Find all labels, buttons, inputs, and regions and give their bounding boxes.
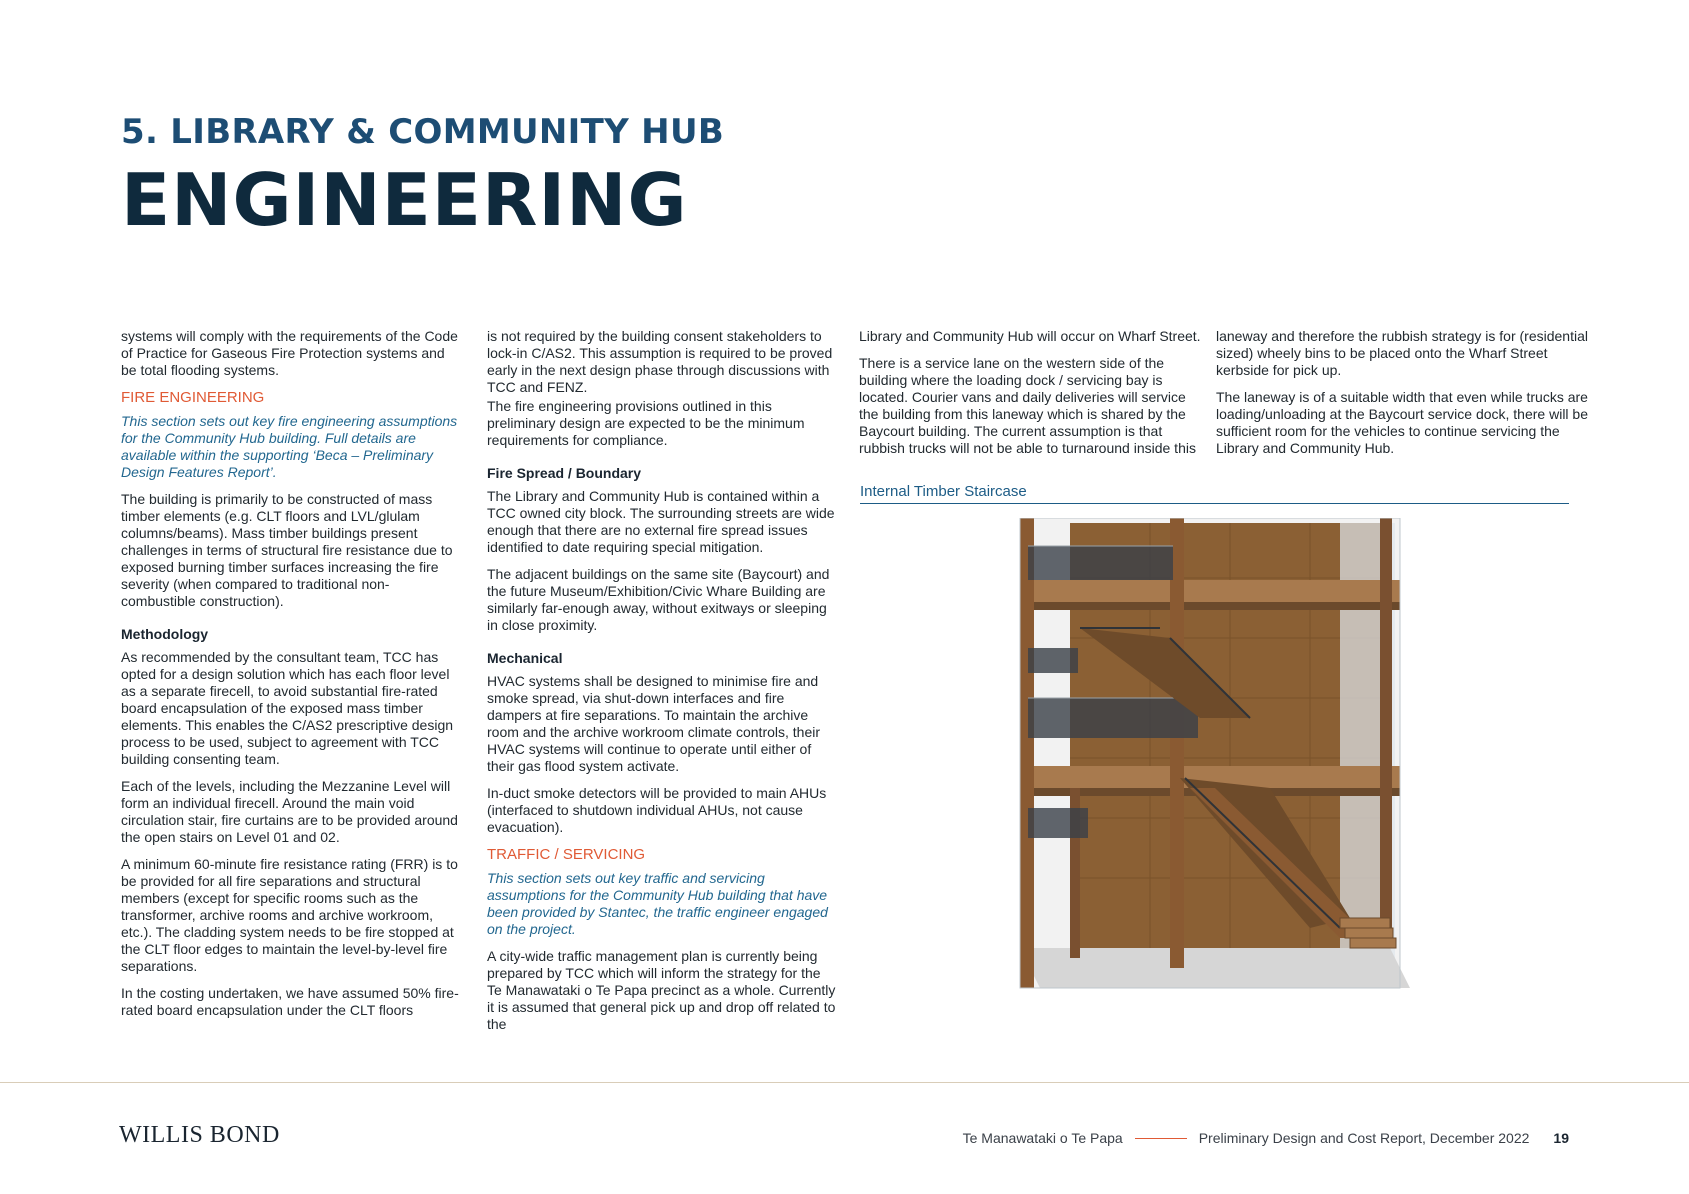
paragraph: HVAC systems shall be designed to minimise fire and smoke spread, via shut-down interfaces and fire dampers at fire separations. To maintain the archive room and the archive workroom climate controls, their HVAC systems will continue to operate until either of their gas flood system activate. xyxy=(487,673,821,774)
company-logo: WILLIS BOND xyxy=(119,1122,280,1148)
section-intro: This section sets out key fire engineering assumptions for the Community Hub building. Full details are available within the supporting ‘Beca – Preliminary Design Features Report’. xyxy=(121,413,458,480)
text-column-3 xyxy=(859,328,1204,467)
section-kicker: 5. LIBRARY & COMMUNITY HUB xyxy=(121,112,725,152)
subheading-fire-spread: Fire Spread / Boundary xyxy=(487,465,642,481)
section-heading-traffic: TRAFFIC / SERVICING xyxy=(487,846,646,863)
page-header xyxy=(121,112,724,240)
paragraph: A minimum 60-minute fire resistance rating (FRR) is to be provided for all fire separations and structural members (except for specific rooms such as the transformer, archive rooms and archive workroom, etc.). The cladding system needs to be fire stopped at the CLT floor edges to maintain the level-by-level fire separations. xyxy=(121,856,458,974)
text-column-4 xyxy=(1216,328,1591,467)
figure-caption: Internal Timber Staircase xyxy=(860,483,1569,504)
text-column-1 xyxy=(121,328,461,1029)
paragraph: As recommended by the consultant team, TCC has opted for a design solution which has each floor level as a separate firecell, to avoid substantial fire-rated board encapsulation of the exposed mass timber elements. This enables the C/AS2 prescriptive design process to be used, subject to agreement with TCC building consenting team. xyxy=(121,649,454,767)
paragraph: The adjacent buildings on the same site (Baycourt) and the future Museum/Exhibition/Civic Whare Building are similarly far-enough away, without exitways or sleeping in close proximity. xyxy=(487,566,830,633)
staircase-illustration xyxy=(1010,518,1420,1018)
section-intro: This section sets out key traffic and servicing assumptions for the Community Hub building that have been provided by Stantec, the traffic engineer engaged on the project. xyxy=(487,870,828,937)
paragraph: In the costing undertaken, we have assumed 50% fire-rated board encapsulation under the CLT floors xyxy=(121,985,459,1018)
paragraph: The fire engineering provisions outlined in this preliminary design are expected to be the minimum requirements for compliance. xyxy=(487,398,805,448)
subheading-mechanical: Mechanical xyxy=(487,650,563,666)
page-title: ENGINEERING xyxy=(121,158,688,242)
paragraph: systems will comply with the requirements of the Code of Practice for Gaseous Fire Protection systems and be total flooding systems. xyxy=(121,328,458,378)
section-heading-fire-engineering: FIRE ENGINEERING xyxy=(121,389,265,406)
paragraph: The building is primarily to be constructed of mass timber elements (e.g. CLT floors and LVL/glulam columns/beams). Mass timber buildings present challenges in terms of structural fire resistance due to exposed burning timber surfaces increasing the fire severity (when compared to traditional non-combustible construction). xyxy=(121,491,453,609)
paragraph: Library and Community Hub will occur on Wharf Street. xyxy=(859,328,1201,344)
paragraph: laneway and therefore the rubbish strategy is for (residential sized) wheely bins to be placed onto the Wharf Street kerbside for pick up. xyxy=(1216,328,1588,378)
paragraph: The laneway is of a suitable width that even while trucks are loading/unloading at the Baycourt service dock, there will be sufficient room for the vehicles to continue servicing the Library and Community Hub. xyxy=(1216,389,1588,456)
footer-project: Te Manawataki o Te Papa xyxy=(962,1130,1123,1146)
footer-rule xyxy=(0,1082,1689,1083)
paragraph: The Library and Community Hub is contained within a TCC owned city block. The surrounding streets are wide enough that there are no external fire spread issues identified to date requiring special mitigation. xyxy=(487,488,835,555)
paragraph: In-duct smoke detectors will be provided to main AHUs (interfaced to shutdown individual AHUs, not cause evacuation). xyxy=(487,785,827,835)
footer-info xyxy=(963,1130,1569,1146)
footer-report: Preliminary Design and Cost Report, December 2022 xyxy=(1198,1130,1530,1146)
paragraph: There is a service lane on the western side of the building where the loading dock / servicing bay is located. Courier vans and daily deliveries will service the building from this laneway which is shared by the Baycourt building. The current assumption is that rubbish trucks will not be able to turnaround inside this xyxy=(859,355,1196,456)
text-column-2 xyxy=(487,328,837,1043)
paragraph: is not required by the building consent stakeholders to lock-in C/AS2. This assumption is required to be proved early in the next design phase through discussions with TCC and FENZ. xyxy=(487,328,833,395)
subheading-methodology: Methodology xyxy=(121,626,209,642)
paragraph: A city-wide traffic management plan is currently being prepared by TCC which will inform the strategy for the Te Manawataki o Te Papa precinct as a whole. Currently it is assumed that general pick up and drop off related to the xyxy=(487,948,836,1032)
paragraph: Each of the levels, including the Mezzanine Level will form an individual firecell. Around the main void circulation stair, fire curtains are to be provided around the open stairs on Level 01 and 02. xyxy=(121,778,458,845)
page-number: 19 xyxy=(1553,1130,1569,1146)
footer-divider xyxy=(1135,1138,1187,1139)
